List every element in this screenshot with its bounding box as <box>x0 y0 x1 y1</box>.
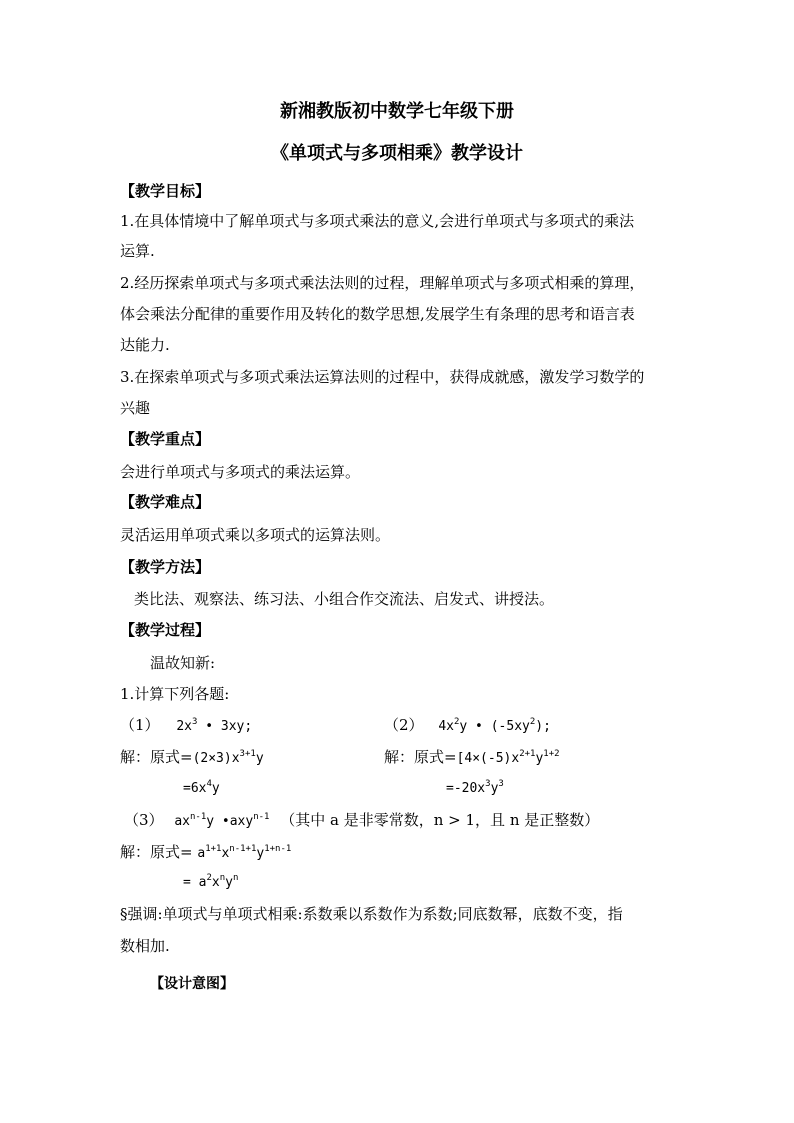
review-label: 温故知新: <box>150 654 216 672</box>
goal-3-line-2: 兴趣 <box>120 399 151 417</box>
solution-2-label: 解：原式= <box>384 748 457 766</box>
task-label: 1.计算下列各题: <box>120 685 230 703</box>
problem-1 <box>120 715 252 737</box>
goal-2-line-2: 体会乘法分配律的重要作用及转化的数学思想,发展学生有条理的思考和语言表 <box>120 305 635 323</box>
problem-3-expression: $ax^{n-1}y$ •axy$^{n-1}$ <box>174 812 270 829</box>
problem-3 <box>124 810 599 832</box>
solution-3-label: 解：原式= <box>120 843 193 861</box>
solution-3-result: = $a^2x^ny^n$ <box>183 873 239 890</box>
goal-2-line-1: 2.经历探索单项式与多项式乘法法则的过程，理解单项式与多项式相乘的算理， <box>120 274 645 292</box>
goal-3-line-1: 3.在探索单项式与多项式乘法运算法则的过程中，获得成就感，激发学习数学的 <box>120 368 645 386</box>
document-subtitle: 《单项式与多项相乘》教学设计 <box>271 143 523 164</box>
problem-1-number: （1） <box>120 716 160 734</box>
difficulties-heading: 【教学难点】 <box>120 493 211 511</box>
emphasis-line-1: §强调:单项式与单项式相乘:系数乘以系数作为系数;同底数幂，底数不变，指 <box>120 905 623 923</box>
problem-2-number: （2） <box>384 716 424 734</box>
solution-1 <box>120 747 264 769</box>
solution-2 <box>384 747 560 769</box>
solution-2-result: $=-20x^3y^3$ <box>446 779 504 796</box>
problem-3-number: （3） <box>124 811 164 829</box>
solution-2-step: [$4\times(-5)x^{2+1}y^{1+2}$ <box>456 749 560 766</box>
methods-text: 类比法、观察法、练习法、小组合作交流法、启发式、讲授法。 <box>134 590 555 608</box>
solution-3-step: $a^{1+1}x^{n-1+1}y^{1+n-1}$ <box>197 844 292 861</box>
design-intent-heading: 【设计意图】 <box>150 976 234 992</box>
key-points-text: 会进行单项式与多项式的乘法运算。 <box>120 463 361 481</box>
process-heading: 【教学过程】 <box>120 621 211 639</box>
goal-2-line-3: 达能力. <box>120 336 170 354</box>
goal-1-line-2: 运算. <box>120 242 155 260</box>
methods-heading: 【教学方法】 <box>120 558 211 576</box>
difficulties-text: 灵活运用单项式乘以多项式的运算法则。 <box>120 526 391 544</box>
document-title: 新湘教版初中数学七年级下册 <box>280 101 514 122</box>
problem-2 <box>384 715 551 737</box>
problem-3-condition: （其中 a 是非零常数，n > 1，且 n 是正整数） <box>280 811 600 829</box>
solution-1-result: $=6x^4y$ <box>183 779 220 796</box>
goals-heading: 【教学目标】 <box>120 182 211 200</box>
problem-1-expression: $2x^3$ • 3xy; <box>176 717 253 734</box>
emphasis-line-2: 数相加. <box>120 937 170 955</box>
solution-3 <box>120 842 291 864</box>
solution-1-step: $(2\times 3)x^{3+1}y$ <box>192 749 264 766</box>
goal-1-line-1: 1.在具体情境中了解单项式与多项式乘法的意义,会进行单项式与多项式的乘法 <box>120 212 635 230</box>
key-points-heading: 【教学重点】 <box>120 430 211 448</box>
problem-2-expression: $4x^2y$ • $(-5xy^2)$; <box>438 717 551 734</box>
solution-1-label: 解：原式= <box>120 748 193 766</box>
